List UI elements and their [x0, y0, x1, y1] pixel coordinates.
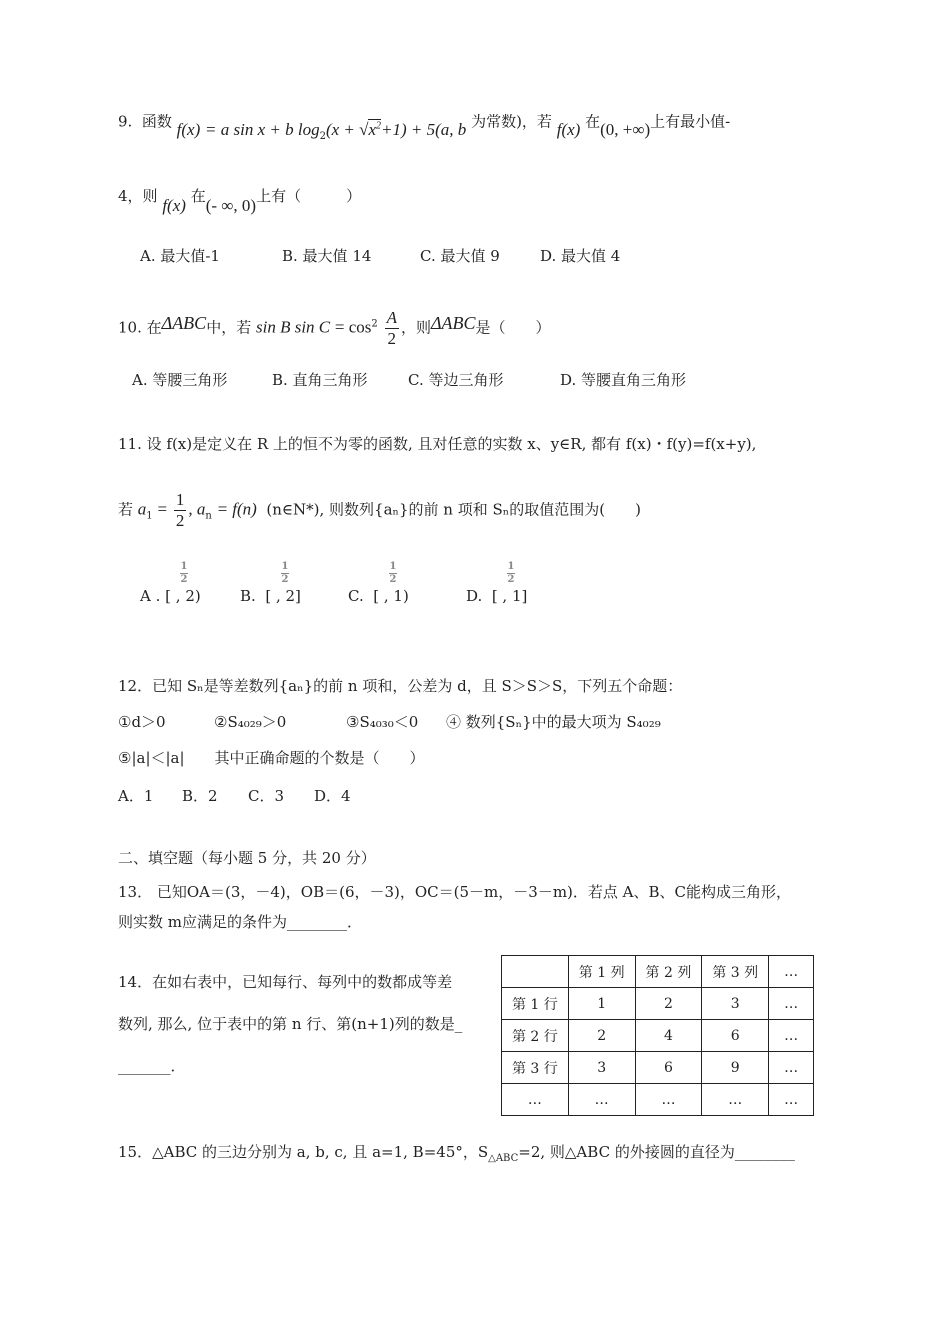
section-2-title: 二、填空题（每小题 5 分，共 20 分） [118, 849, 376, 867]
q11-sub-n: n [205, 510, 212, 522]
table-cell: … [769, 988, 814, 1020]
table-cell: 第 2 列 [635, 956, 702, 988]
q9-lead: 函数 [141, 112, 172, 131]
q11-condition: (n∈N*), 则数列{aₙ}的前 n 项和 Sₙ的取值范围为( ) [266, 500, 641, 519]
table-cell: 3 [702, 988, 769, 1020]
q15-subscript: △ABC [488, 1153, 519, 1164]
q10-lead: 10. 在 [118, 318, 162, 337]
table-cell: 6 [635, 1052, 702, 1084]
q12-item-2: ②S₄₀₂₉＞0 [214, 713, 287, 731]
q11-option-b-fraction: 1 2 [281, 561, 289, 585]
q11-half-fraction: $\frac{1}{2}$ [175, 490, 185, 530]
question-10 [118, 308, 551, 349]
q10-power: 2 [371, 318, 378, 330]
q12-option-b[interactable]: B．2 [182, 787, 218, 805]
q10-triangle-2: ΔABC [430, 312, 476, 333]
q9-tail-2: 上有（ ） [256, 187, 362, 205]
q12-option-d[interactable]: D．4 [314, 787, 351, 805]
q10-option-a[interactable]: A. 等腰三角形 [132, 371, 228, 389]
q10-option-d[interactable]: D. 等腰直角三角形 [560, 371, 687, 389]
table-cell: … [769, 956, 814, 988]
q11-sub-1: 1 [146, 510, 153, 522]
q9-fx-2: f(x) [556, 119, 581, 139]
q9-option-b[interactable]: B. 最大值 14 [282, 247, 372, 265]
table-cell: 3 [568, 1052, 635, 1084]
table-cell: … [635, 1084, 702, 1116]
q11-option-d-fraction: 1 2 [507, 561, 515, 585]
q12-option-a[interactable]: A．1 [118, 787, 154, 805]
table-cell: … [769, 1052, 814, 1084]
q9-fx: f(x) [176, 119, 201, 139]
q12-item-5: ⑤|a|＜|a| 其中正确命题的个数是（ ） [118, 749, 425, 767]
q15-text-1: 15．△ABC 的三边分别为 a, b, c, 且 a=1, B=45°，S [118, 1143, 489, 1161]
question-13-line-2: 则实数 m应满足的条件为________． [118, 913, 362, 931]
q12-item-3: ③S₄₀₃₀＜0 [346, 713, 419, 731]
table-cell: 第 3 列 [702, 956, 769, 988]
q9-tail-1: 上有最小值- [650, 112, 731, 131]
q11-pre: 若 [118, 500, 134, 519]
table-cell: … [769, 1084, 814, 1116]
table-cell: … [702, 1084, 769, 1116]
table-cell: 第 1 行 [502, 988, 569, 1020]
table-cell: 第 3 行 [502, 1052, 569, 1084]
q9-log-base: 2 [319, 130, 326, 142]
table-cell: 第 1 列 [568, 956, 635, 988]
table-cell: 4 [635, 1020, 702, 1052]
q9-line2-start: 4，则 [118, 187, 158, 205]
q9-option-a[interactable]: A. 最大值-1 [140, 247, 220, 265]
q10-mid: 中，若 [206, 318, 252, 337]
q15-text-2: =2, 则△ABC 的外接圆的直径为________ [518, 1143, 795, 1161]
question-11-line-2 [118, 490, 641, 531]
q9-in-text-2: 在 [190, 187, 206, 205]
table-row [502, 988, 814, 1020]
q9-const-text: 为常数)，若 [471, 112, 552, 131]
q10-lhs: sin B sin C [255, 317, 331, 337]
q10-is: 是（ ） [475, 318, 551, 337]
table-cell: 6 [702, 1020, 769, 1052]
question-14-line-3: _______． [118, 1057, 186, 1075]
table-cell: 第 2 行 [502, 1020, 569, 1052]
q9-option-d[interactable]: D. 最大值 4 [540, 247, 621, 265]
q11-option-a-fraction: 1 2 [180, 561, 188, 585]
q10-option-b[interactable]: B. 直角三角形 [272, 371, 368, 389]
table-header-row [502, 956, 814, 988]
q9-number: 9. [118, 112, 133, 131]
q9-formula-1: = a sin x + b log [205, 119, 320, 139]
q12-item-4: ④ 数列{Sₙ}中的最大项为 S₄₀₂₉ [446, 713, 661, 731]
q11-option-a[interactable]: A . [ , 2) [140, 587, 201, 605]
q9-interval-2: (- ∞, 0) [205, 196, 257, 215]
q11-option-b[interactable]: B. [ , 2] [240, 587, 301, 605]
table-cell: … [769, 1020, 814, 1052]
q10-triangle: ΔABC [161, 312, 207, 333]
q11-a1: a [137, 499, 147, 519]
q11-eq1: = [157, 499, 168, 519]
table-cell: 2 [635, 988, 702, 1020]
question-9-line-1 [118, 108, 731, 142]
q10-fraction: $\frac{A}{2}$ [386, 308, 397, 348]
q9-in-text: 在 [585, 112, 601, 131]
table-cell: … [502, 1084, 569, 1116]
question-14-line-2: 数列, 那么, 位于表中的第 n 行、第(n+1)列的数是_ [118, 1015, 463, 1033]
table-row [502, 1084, 814, 1116]
question-11-line-1: 11. 设 f(x)是定义在 R 上的恒不为零的函数, 且对任意的实数 x、y∈R, 都有 f(x)・f(y)=f(x+y), [118, 435, 757, 453]
q12-item-1: ①d＞0 [118, 713, 166, 731]
q11-an: , a [188, 499, 206, 519]
q11-eq2: = f(n) [216, 499, 257, 519]
q9-interval-1: (0, +∞) [600, 119, 651, 139]
question-13-line-1: 13． 已知OA＝(3，－4)，OB＝(6，－3)，OC＝(5－m，－3－m)．若点 A、B、C能构成三角形， [118, 883, 792, 901]
table-cell: … [568, 1084, 635, 1116]
q11-option-d[interactable]: D. [ , 1] [466, 587, 528, 605]
q11-option-c-fraction: 1 2 [389, 561, 397, 585]
table-cell: 9 [702, 1052, 769, 1084]
q10-option-c[interactable]: C. 等边三角形 [408, 371, 504, 389]
q11-option-c[interactable]: C. [ , 1) [348, 587, 409, 605]
q9-formula-2: (x + √ [325, 119, 369, 139]
q9-option-c[interactable]: C. 最大值 9 [420, 247, 500, 265]
q10-then: ，则 [400, 318, 431, 337]
table-row [502, 1020, 814, 1052]
table-cell: 1 [568, 988, 635, 1020]
question-12-line-1: 12．已知 Sₙ是等差数列{aₙ}的前 n 项和，公差为 d，且 S＞S＞S，下列五个命题： [118, 677, 683, 695]
q10-eq: = cos [334, 317, 372, 337]
question-14-line-1: 14．在如右表中，已知每行、每列中的数都成等差 [118, 973, 453, 991]
question-9-line-2 [118, 186, 362, 215]
q9-fx-3: f(x) [162, 196, 186, 215]
q9-formula-3: +1) + 5(a, b [381, 119, 467, 139]
table-cell [502, 956, 569, 988]
q12-option-c[interactable]: C．3 [248, 787, 285, 805]
q9-radicand: $x^2$ [368, 119, 382, 139]
q14-number-table [501, 955, 814, 1116]
table-cell: 2 [568, 1020, 635, 1052]
question-15 [118, 1142, 795, 1169]
table-row [502, 1052, 814, 1084]
